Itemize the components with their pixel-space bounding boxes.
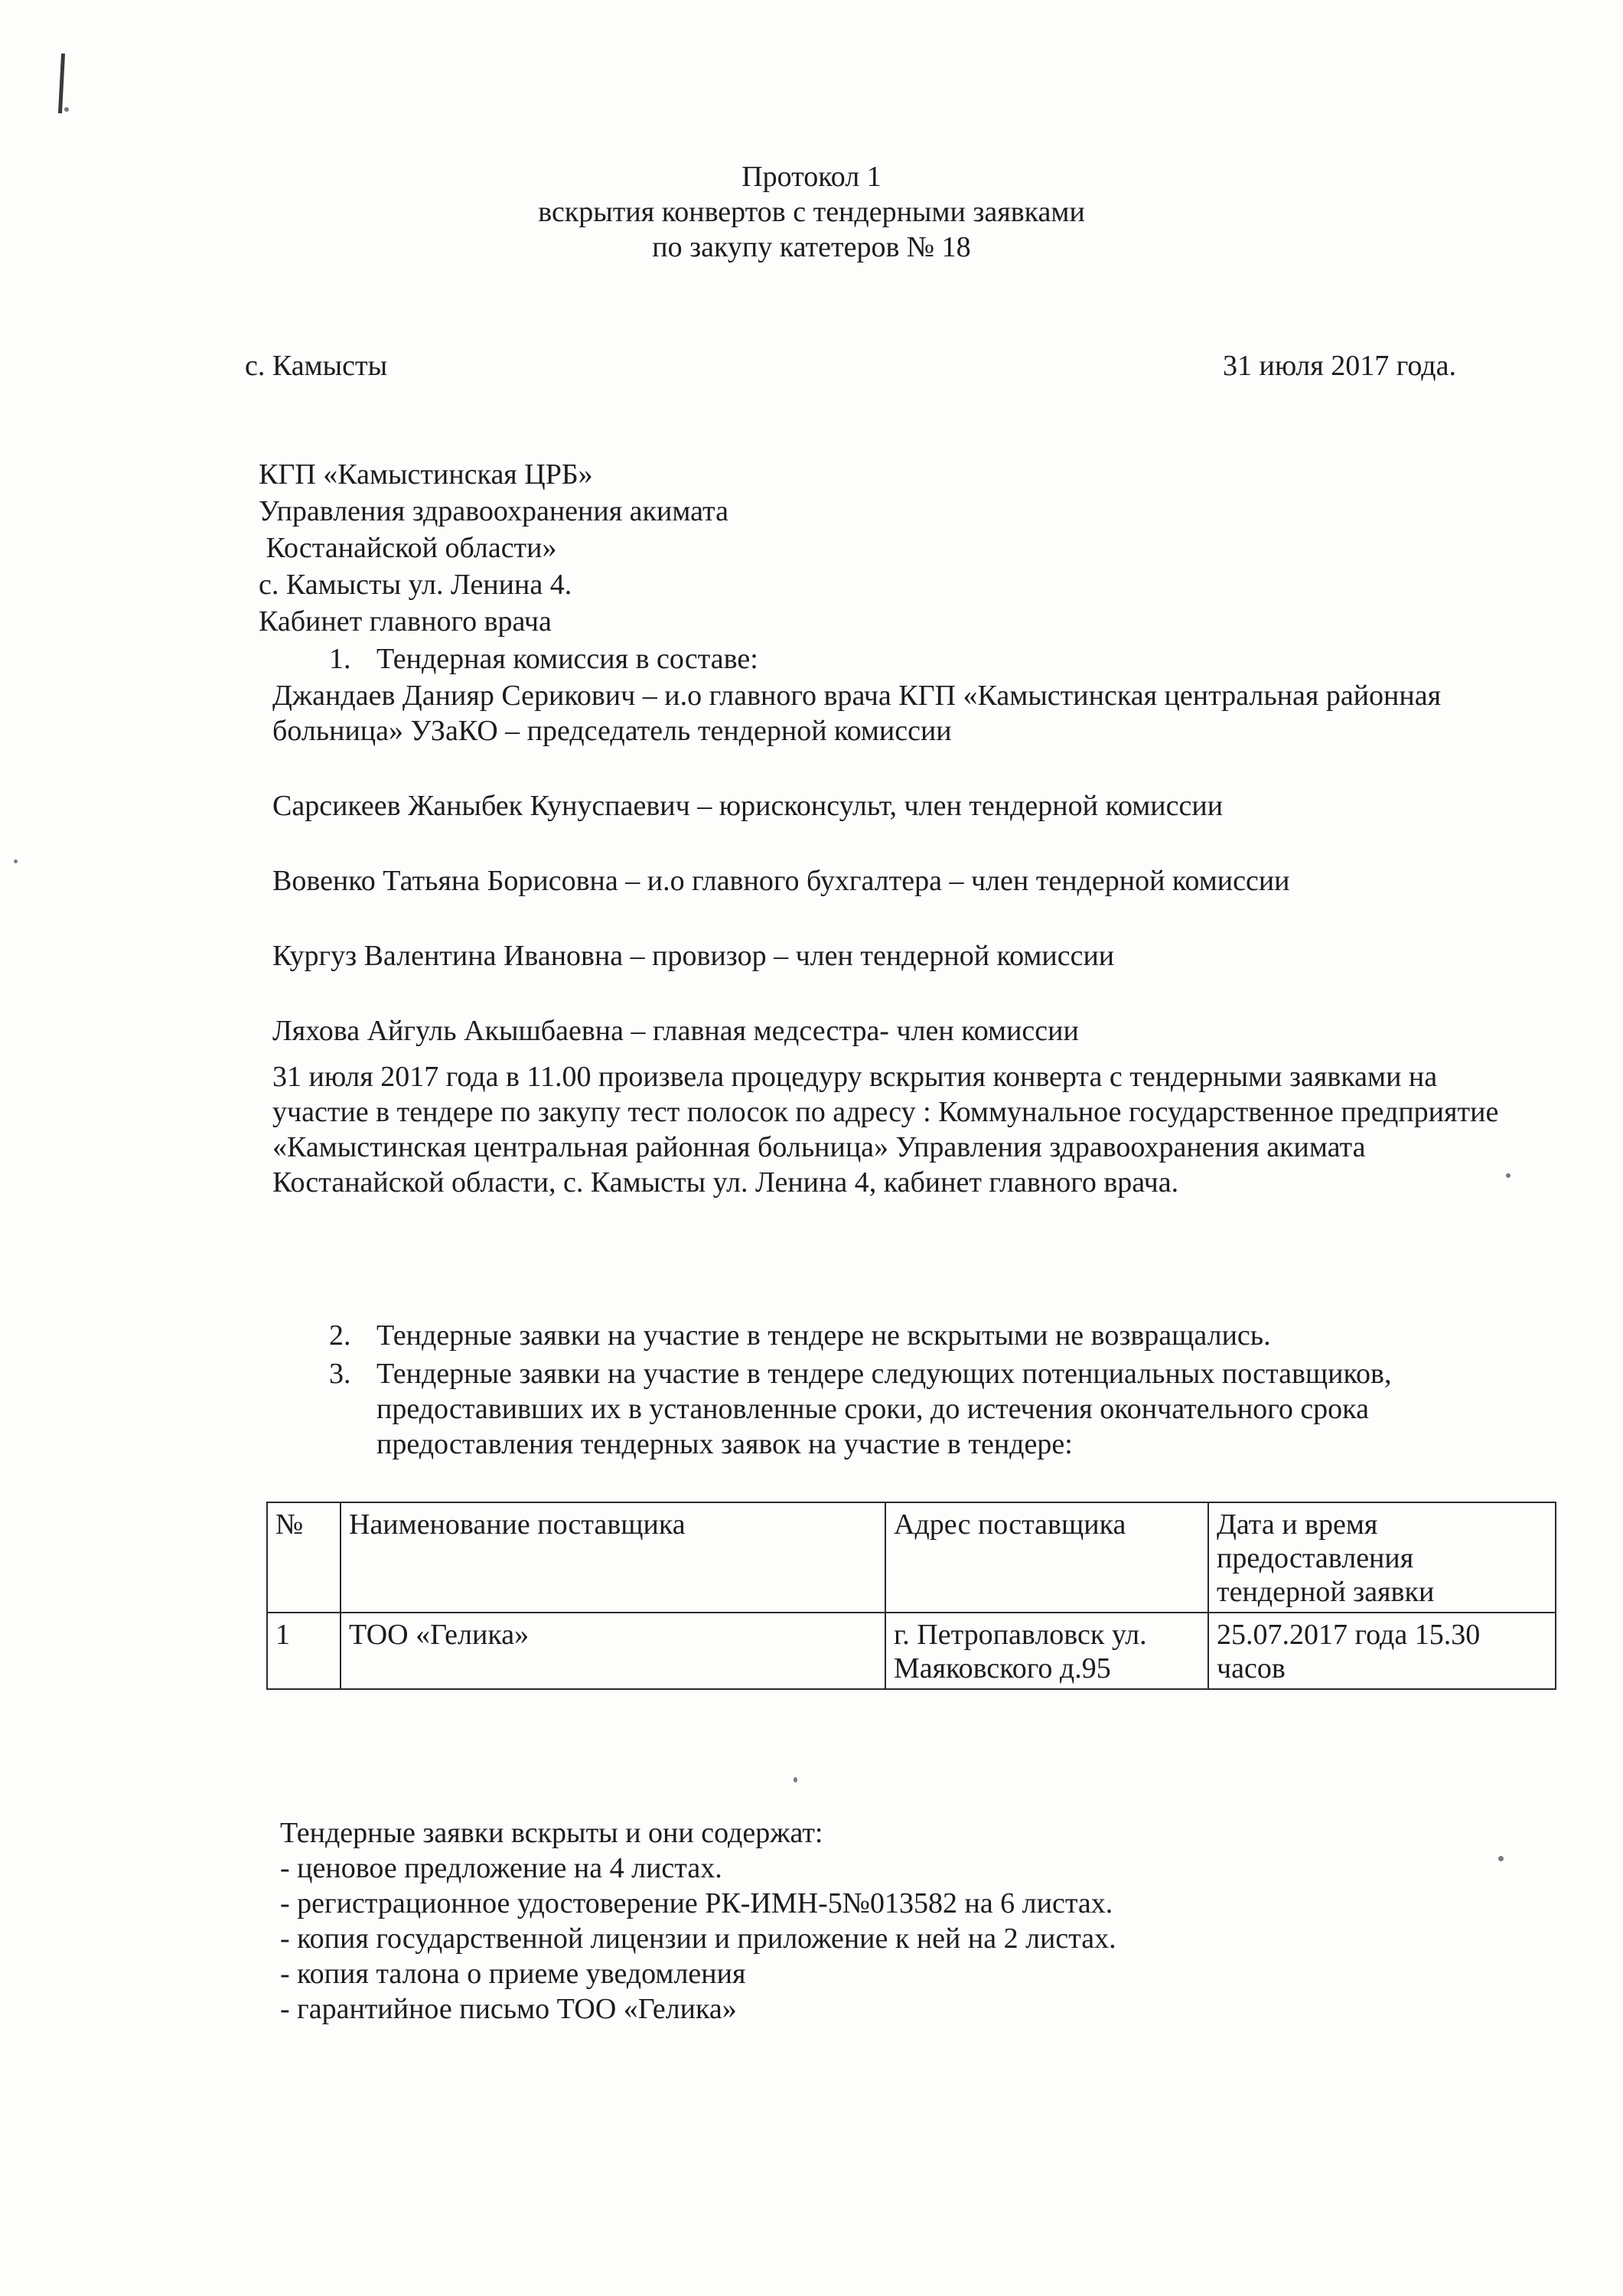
contents-intro: Тендерные заявки вскрыты и они содержат: <box>280 1817 823 1849</box>
member-chairman: Джандаев Данияр Серикович – и.о главного врача КГП «Камыстинская центральная районная больница» УЗаКО – председатель тендерной комиссии <box>272 680 1442 747</box>
item-text: Тендерная комиссия в составе: <box>376 643 758 675</box>
scan-speck <box>1498 1856 1504 1861</box>
procedure-paragraph <box>272 1059 1527 1200</box>
org-line-1: КГП «Камыстинская ЦРБ» <box>259 458 593 491</box>
contents-line: - гарантийное письмо ТОО «Гелика» <box>280 1993 737 2025</box>
org-line-3: Костанайской области» <box>259 532 557 564</box>
commission-members <box>272 678 1527 1088</box>
scan-speck <box>64 107 69 112</box>
title-line-3: по закупу катетеров № 18 <box>652 231 971 263</box>
table-row <box>267 1613 1556 1689</box>
contents-line: - копия талона о приеме уведомления <box>280 1958 746 1990</box>
cell-supplier-name: ТОО «Гелика» <box>341 1613 885 1689</box>
list-item <box>329 1356 1553 1462</box>
suppliers-table <box>266 1502 1556 1690</box>
item-text: Тендерные заявки на участие в тендере следующих потенциальных поставщиков, предоставивших их в установленные сроки, до истечения окончательного срока предоставления тендерных заявок на участие в тендере: <box>376 1358 1392 1460</box>
scan-speck <box>794 1777 797 1782</box>
bid-contents <box>280 1815 1116 2027</box>
member-head-nurse: Ляхова Айгуль Акышбаевна – главная медсестра- член комиссии <box>272 1015 1079 1047</box>
title-line-1: Протокол 1 <box>741 161 882 193</box>
procedure-text: 31 июля 2017 года в 11.00 произвела процедуру вскрытия конверта с тендерными заявками на участие в тендере по закупу тест полосок по адресу : Коммунальное государственное предприятие «Камыстинская центральная районная больница» Управления здравоохранения акимата Костанайской области, с. Камысты ул. Ленина 4, кабинет главного врача. <box>272 1061 1499 1199</box>
member-lawyer: Сарсикеев Жаныбек Кунуспаевич – юрисконсульт, член тендерной комиссии <box>272 790 1224 822</box>
org-line-4: с. Камысты ул. Ленина 4. <box>259 569 572 601</box>
item-number: 3. <box>329 1358 351 1390</box>
col-header-supplier-address: Адрес поставщика <box>885 1502 1208 1613</box>
cell-number: 1 <box>267 1613 341 1689</box>
member-pharmacist: Кургуз Валентина Ивановна – провизор – член тендерной комиссии <box>272 940 1115 972</box>
contents-line: - копия государственной лицензии и приложение к ней на 2 листах. <box>280 1923 1116 1955</box>
item-number: 2. <box>329 1319 351 1352</box>
document-place: с. Камысты <box>245 350 388 382</box>
scan-speck <box>14 859 18 863</box>
title-line-2: вскрытия конвертов с тендерными заявками <box>538 196 1085 228</box>
member-accountant: Вовенко Татьяна Борисовна – и.о главного бухгалтера – член тендерной комиссии <box>272 865 1290 897</box>
contents-line: - регистрационное удостоверение РК-ИМН-5№013582 на 6 листах. <box>280 1887 1113 1919</box>
commission-heading <box>329 641 758 677</box>
numbered-list <box>329 1318 1553 1465</box>
col-header-supplier-name: Наименование поставщика <box>341 1502 885 1613</box>
col-header-number: № <box>267 1502 341 1613</box>
scan-artifact-mark <box>58 54 65 113</box>
contents-line: - ценовое предложение на 4 листах. <box>280 1852 722 1884</box>
item-number: 1. <box>329 643 351 675</box>
cell-supplier-address: г. Петропавловск ул. Маяковского д.95 <box>885 1613 1208 1689</box>
document-title <box>0 159 1623 265</box>
organization-block <box>259 457 728 641</box>
col-header-submission-datetime: Дата и время предоставления тендерной заявки <box>1208 1502 1556 1613</box>
item-text: Тендерные заявки на участие в тендере не вскрытыми не возвращались. <box>376 1319 1271 1352</box>
org-line-5: Кабинет главного врача <box>259 605 552 638</box>
org-line-2: Управления здравоохранения акимата <box>259 495 728 527</box>
list-item <box>329 1318 1553 1353</box>
table-header-row <box>267 1502 1556 1613</box>
cell-submission-datetime: 25.07.2017 года 15.30 часов <box>1208 1613 1556 1689</box>
document-date: 31 июля 2017 года. <box>1223 350 1456 382</box>
